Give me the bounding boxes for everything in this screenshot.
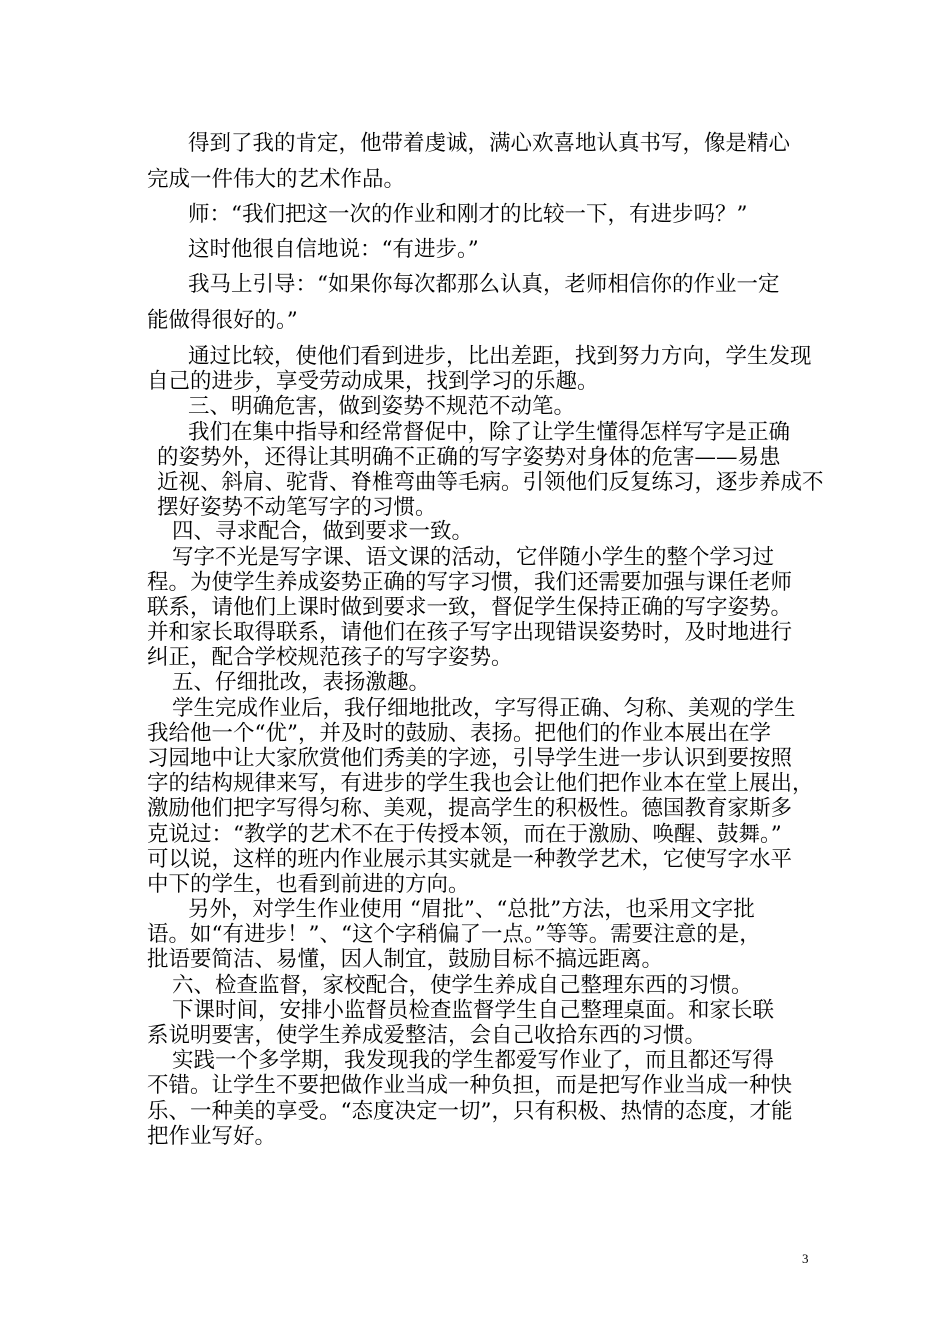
text-line: 得到了我的肯定，他带着虔诚，满心欢喜地认真书写，像是精心 xyxy=(188,131,791,156)
text-line: 并和家长取得联系，请他们在孩子写字出现错误姿势时，及时地进行 xyxy=(147,620,793,645)
text-line: 我马上引导：“如果你每次都那么认真，老师相信你的作业一定 xyxy=(188,272,780,297)
text-line: 近视、斜肩、驼背、脊椎弯曲等毛病。引领他们反复练习，逐步养成不 xyxy=(157,470,824,495)
page-number: 3 xyxy=(802,1251,809,1266)
text-line: 能做得很好的。” xyxy=(147,308,298,333)
text-line: 批语要简洁、易懂，因人制宜，鼓励目标不搞远距离。 xyxy=(147,947,664,972)
text-line: 这时他很自信地说：“有进步。” xyxy=(188,237,479,262)
text-line: 纠正，配合学校规范孩子的写字姿势。 xyxy=(147,645,513,670)
text-line: 实践一个多学期，我发现我的学生都爱写作业了，而且都还写得 xyxy=(172,1048,775,1073)
text-line: 联系，请他们上课时做到要求一致，督促学生保持正确的写字姿势。 xyxy=(147,595,793,620)
text-line: 克说过：“教学的艺术不在于传授本领，而在于激励、唤醒、鼓舞。” xyxy=(147,822,782,847)
section-heading: 六、检查监督，家校配合，使学生养成自己整理东西的习惯。 xyxy=(172,973,753,998)
text-line: 乐、一种美的享受。“态度决定一切”，只有积极、热情的态度，才能 xyxy=(147,1099,793,1124)
text-line: 字的结构规律来写，有进步的学生我也会让他们把作业本在堂上展出， xyxy=(147,771,814,796)
text-line: 的姿势外，还得让其明确不正确的写字姿势对身体的危害——易患 xyxy=(157,445,781,470)
text-line: 激励他们把字写得匀称、美观，提高学生的积极性。德国教育家斯多 xyxy=(147,796,793,821)
text-line: 程。为使学生养成姿势正确的写字习惯，我们还需要加强与课任老师 xyxy=(147,570,793,595)
section-heading: 五、仔细批改，表扬激趣。 xyxy=(172,670,431,695)
text-line: 下课时间，安排小监督员检查监督学生自己整理桌面。和家长联 xyxy=(172,998,775,1023)
text-line: 学生完成作业后，我仔细地批改，字写得正确、匀称、美观的学生 xyxy=(172,696,796,721)
text-line: 完成一件伟大的艺术作品。 xyxy=(147,167,406,192)
text-line: 我们在集中指导和经常督促中，除了让学生懂得怎样写字是正确 xyxy=(188,420,791,445)
text-line: 师：“我们把这一次的作业和刚才的比较一下，有进步吗？” xyxy=(188,202,748,227)
text-line: 习园地中让大家欣赏他们秀美的字迹，引导学生进一步认识到要按照 xyxy=(147,746,793,771)
text-line: 通过比较，使他们看到进步，比出差距，找到努力方向，学生发现 xyxy=(188,344,812,369)
text-line: 系说明要害，使学生养成爱整洁，会自己收拾东西的习惯。 xyxy=(147,1023,707,1048)
section-heading: 三、明确危害，做到姿势不规范不动笔。 xyxy=(188,394,576,419)
text-line: 我给他一个“优”，并及时的鼓励、表扬。把他们的作业本展出在学 xyxy=(147,721,771,746)
text-line: 中下的学生，也看到前进的方向。 xyxy=(147,872,470,897)
text-line: 把作业写好。 xyxy=(147,1124,277,1149)
text-line: 可以说，这样的班内作业展示其实就是一种教学艺术，它使写字水平 xyxy=(147,847,793,872)
text-line: 写字不光是写字课、语文课的活动，它伴随小学生的整个学习过 xyxy=(172,545,775,570)
text-line: 不错。让学生不要把做作业当成一种负担，而是把写作业当成一种快 xyxy=(147,1073,793,1098)
text-line: 另外，对学生作业使用 “眉批”、“总批”方法，也采用文字批 xyxy=(188,897,755,922)
text-line: 语。如“有进步！”、“这个字稍偏了一点。”等等。需要注意的是， xyxy=(147,922,761,947)
text-line: 自己的进步，享受劳动成果，找到学习的乐趣。 xyxy=(147,369,599,394)
section-heading: 四、寻求配合，做到要求一致。 xyxy=(172,519,474,544)
text-line: 摆好姿势不动笔写字的习惯。 xyxy=(157,495,437,520)
